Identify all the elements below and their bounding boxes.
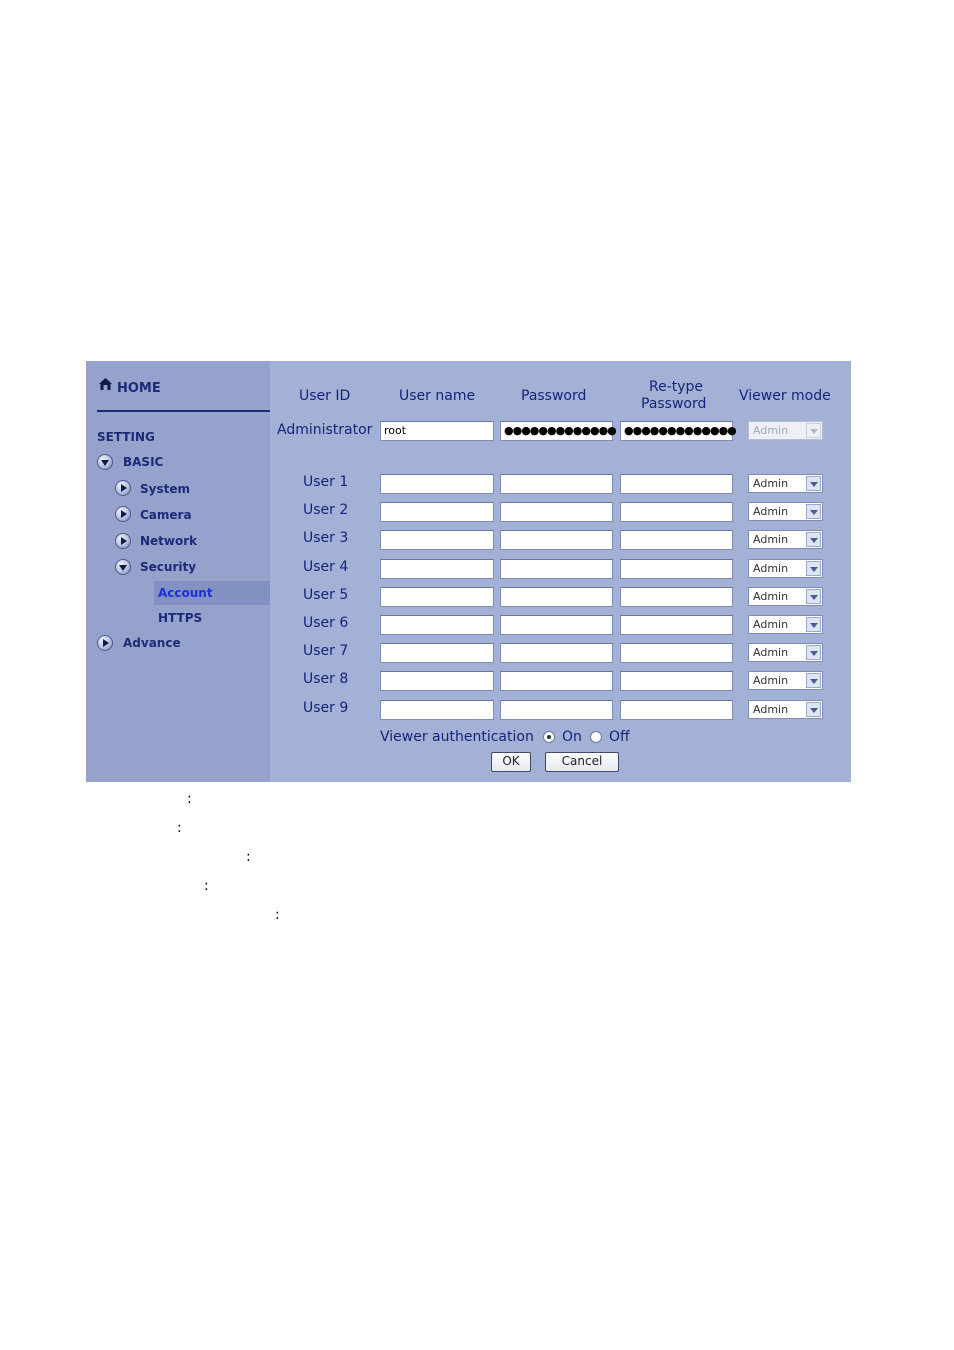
camera-settings-window xyxy=(86,361,851,782)
user-1-viewer-mode-select[interactable] xyxy=(748,474,823,493)
user-1-password-input[interactable] xyxy=(500,474,613,494)
viewer-auth-off-label[interactable]: Off xyxy=(609,729,630,745)
chevron-down-icon[interactable] xyxy=(806,589,821,604)
user-8-retype-input[interactable] xyxy=(620,671,733,691)
camera-expand-icon[interactable] xyxy=(115,506,131,522)
footnote-colon: : xyxy=(246,849,251,865)
network-expand-icon[interactable] xyxy=(115,533,131,549)
user-2-username-input[interactable] xyxy=(380,502,494,522)
user-5-viewer-mode-value: Admin xyxy=(753,590,789,603)
user-4-retype-input[interactable] xyxy=(620,559,733,579)
chevron-down-icon[interactable] xyxy=(806,532,821,547)
chevron-down-icon xyxy=(806,423,821,438)
chevron-down-icon[interactable] xyxy=(806,504,821,519)
ok-button[interactable]: OK xyxy=(491,752,531,772)
header-user-id: User ID xyxy=(299,388,351,404)
user-5-password-input[interactable] xyxy=(500,587,613,607)
user-7-label: User 7 xyxy=(303,643,349,659)
sidebar-item-account[interactable]: Account xyxy=(158,586,213,600)
viewer-auth-off-radio[interactable] xyxy=(590,731,602,743)
sidebar-item-https[interactable]: HTTPS xyxy=(158,611,203,625)
header-password: Password xyxy=(521,388,587,404)
user-2-viewer-mode-select[interactable] xyxy=(748,502,823,521)
user-4-viewer-mode-value: Admin xyxy=(753,562,789,575)
admin-retype-input[interactable]: ●●●●●●●●●●●●● xyxy=(620,421,733,441)
home-icon[interactable] xyxy=(98,377,113,391)
user-9-password-input[interactable] xyxy=(500,700,613,720)
user-6-viewer-mode-value: Admin xyxy=(753,618,789,631)
user-5-retype-input[interactable] xyxy=(620,587,733,607)
sidebar-item-network[interactable]: Network xyxy=(140,534,198,548)
security-collapse-icon[interactable] xyxy=(115,559,131,575)
user-8-viewer-mode-value: Admin xyxy=(753,674,789,687)
user-9-username-input[interactable] xyxy=(380,700,494,720)
viewer-auth-label: Viewer authentication xyxy=(380,729,534,745)
user-5-username-input[interactable] xyxy=(380,587,494,607)
user-4-username-input[interactable] xyxy=(380,559,494,579)
user-2-retype-input[interactable] xyxy=(620,502,733,522)
user-4-label: User 4 xyxy=(303,559,349,575)
user-7-retype-input[interactable] xyxy=(620,643,733,663)
user-2-label: User 2 xyxy=(303,502,349,518)
user-9-retype-input[interactable] xyxy=(620,700,733,720)
user-2-viewer-mode-value: Admin xyxy=(753,505,789,518)
chevron-down-icon[interactable] xyxy=(806,645,821,660)
user-6-retype-input[interactable] xyxy=(620,615,733,635)
user-6-label: User 6 xyxy=(303,615,349,631)
header-retype-line2: Password xyxy=(641,396,707,412)
sidebar-item-basic[interactable]: BASIC xyxy=(123,455,164,469)
user-7-username-input[interactable] xyxy=(380,643,494,663)
admin-viewer-mode-value: Admin xyxy=(753,424,789,437)
user-1-retype-input[interactable] xyxy=(620,474,733,494)
header-viewer-mode: Viewer mode xyxy=(739,388,831,404)
home-link[interactable]: HOME xyxy=(117,381,161,396)
footnote-colon: : xyxy=(187,791,192,807)
footnote-colon: : xyxy=(177,820,182,836)
chevron-down-icon[interactable] xyxy=(806,561,821,576)
setting-heading: SETTING xyxy=(97,430,155,444)
user-3-label: User 3 xyxy=(303,530,349,546)
viewer-auth-on-label[interactable]: On xyxy=(562,729,582,745)
user-3-viewer-mode-select[interactable] xyxy=(748,530,823,549)
user-1-username-input[interactable] xyxy=(380,474,494,494)
user-5-label: User 5 xyxy=(303,587,349,603)
user-3-password-input[interactable] xyxy=(500,530,613,550)
system-expand-icon[interactable] xyxy=(115,480,131,496)
sidebar-item-security[interactable]: Security xyxy=(140,560,197,574)
user-9-viewer-mode-select[interactable] xyxy=(748,700,823,719)
chevron-down-icon[interactable] xyxy=(806,702,821,717)
user-4-password-input[interactable] xyxy=(500,559,613,579)
user-4-viewer-mode-select[interactable] xyxy=(748,559,823,578)
sidebar-item-camera[interactable]: Camera xyxy=(140,508,192,522)
footnote-colon: : xyxy=(204,878,209,894)
user-5-viewer-mode-select[interactable] xyxy=(748,587,823,606)
admin-viewer-mode-select xyxy=(748,421,823,440)
user-2-password-input[interactable] xyxy=(500,502,613,522)
user-9-label: User 9 xyxy=(303,700,349,716)
viewer-auth-on-radio[interactable] xyxy=(543,731,555,743)
cancel-button[interactable]: Cancel xyxy=(545,752,619,772)
basic-collapse-icon[interactable] xyxy=(97,454,113,470)
user-8-password-input[interactable] xyxy=(500,671,613,691)
header-retype-line1: Re-type xyxy=(649,379,704,395)
admin-label: Administrator xyxy=(277,422,373,438)
user-1-viewer-mode-value: Admin xyxy=(753,477,789,490)
user-1-label: User 1 xyxy=(303,474,349,490)
chevron-down-icon[interactable] xyxy=(806,476,821,491)
user-6-password-input[interactable] xyxy=(500,615,613,635)
user-3-viewer-mode-value: Admin xyxy=(753,533,789,546)
user-7-viewer-mode-select[interactable] xyxy=(748,643,823,662)
user-8-label: User 8 xyxy=(303,671,349,687)
user-3-username-input[interactable] xyxy=(380,530,494,550)
advance-expand-icon[interactable] xyxy=(97,635,113,651)
user-6-viewer-mode-select[interactable] xyxy=(748,615,823,634)
header-user-name: User name xyxy=(399,388,476,404)
user-8-viewer-mode-select[interactable] xyxy=(748,671,823,690)
sidebar-item-system[interactable]: System xyxy=(140,482,190,496)
user-8-username-input[interactable] xyxy=(380,671,494,691)
footnote-colon: : xyxy=(275,907,280,923)
chevron-down-icon[interactable] xyxy=(806,617,821,632)
home-divider xyxy=(97,410,270,412)
admin-password-input[interactable]: ●●●●●●●●●●●●● xyxy=(500,421,613,441)
sidebar-item-advance[interactable]: Advance xyxy=(123,636,181,650)
user-3-retype-input[interactable] xyxy=(620,530,733,550)
user-7-password-input[interactable] xyxy=(500,643,613,663)
sidebar xyxy=(86,361,270,782)
user-6-username-input[interactable] xyxy=(380,615,494,635)
admin-username-input[interactable]: root xyxy=(380,421,494,441)
user-7-viewer-mode-value: Admin xyxy=(753,646,789,659)
user-9-viewer-mode-value: Admin xyxy=(753,703,789,716)
chevron-down-icon[interactable] xyxy=(806,673,821,688)
